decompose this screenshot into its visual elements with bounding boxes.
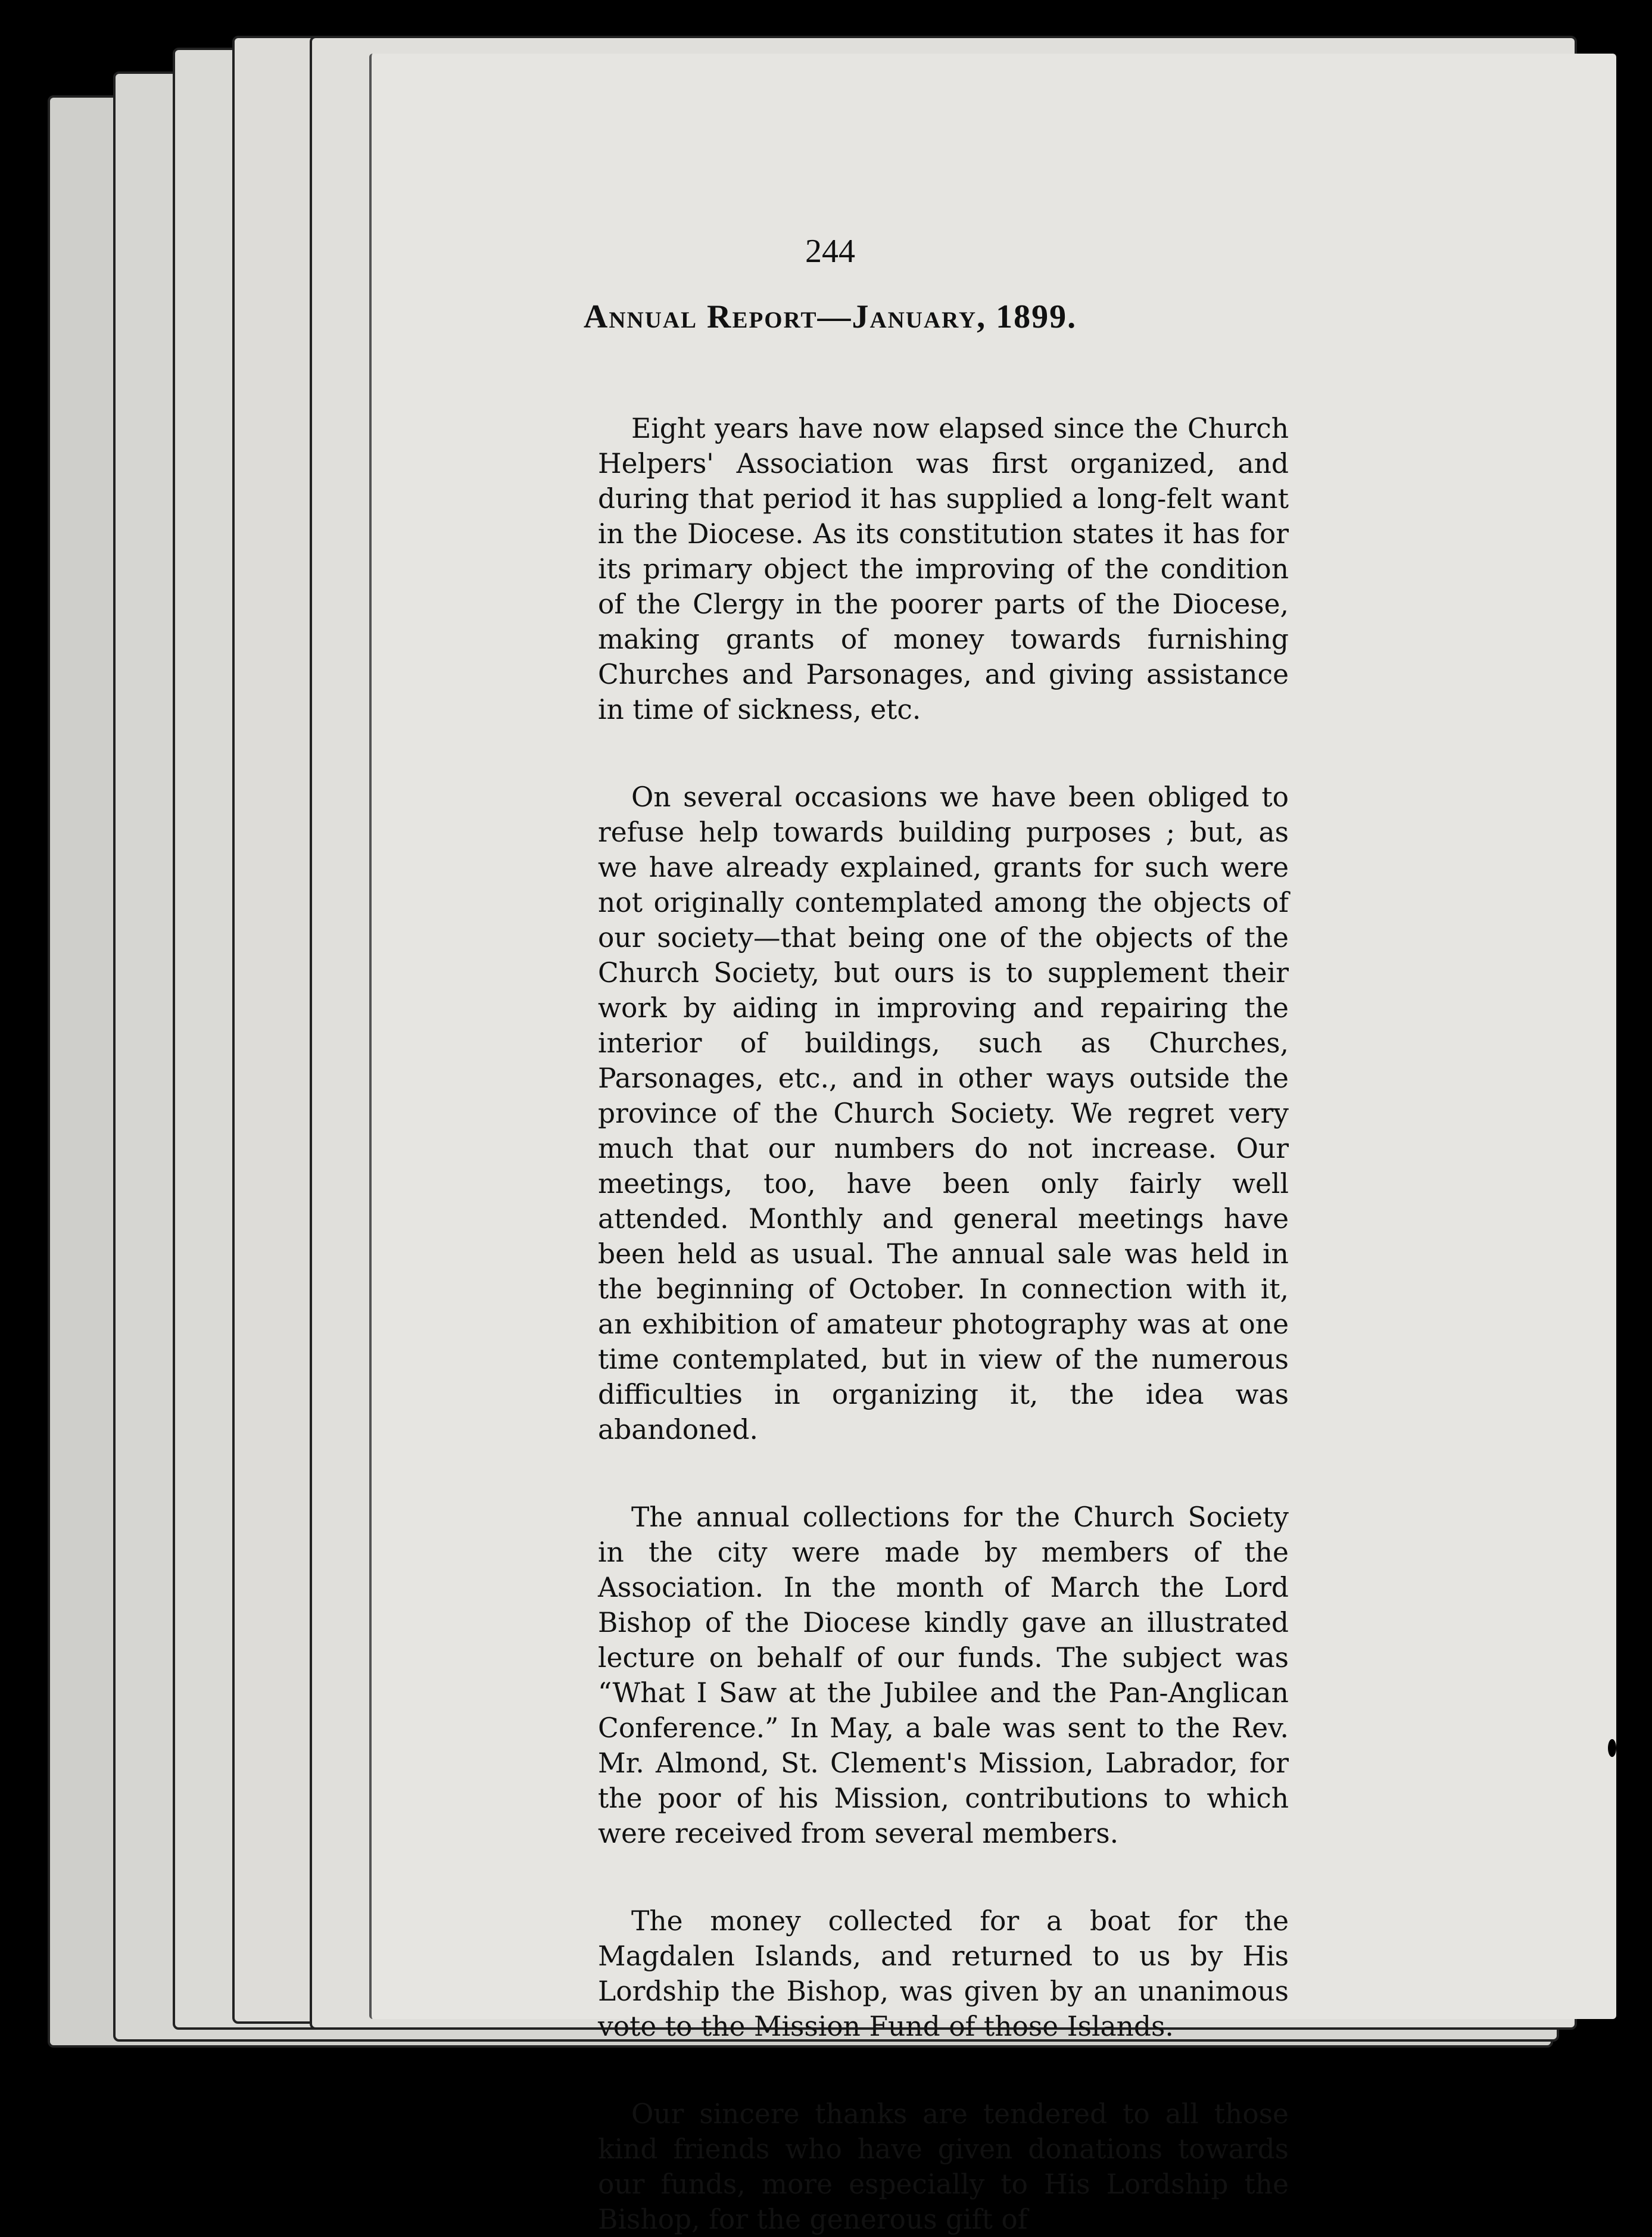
paragraph: The money collected for a boat for the Magdalen Islands, and returned to us by His Lordship the Bishop, was given by an unanimous vote to the Mission Fund of those Islands.: [598, 1905, 1289, 2042]
report-body: [598, 411, 1289, 2237]
ink-speck: [1633, 524, 1642, 548]
paragraph: Eight years have now elapsed since the Church Helpers' Association was first organized, and during that period it has supplied a long-felt want in the Diocese. As its constitution states it has for its primary object the improving of the condition of the Clergy in the poorer parts of the Diocese, making grants of money towards furnishing Churches and Parsonages, and giving assistance in time of sickness, etc.: [598, 413, 1289, 725]
page-number: 244: [805, 233, 855, 270]
document-page: [369, 54, 1616, 2235]
ink-speck: [1608, 1739, 1616, 1757]
report-heading: Annual Report—January, 1899.: [583, 298, 1077, 335]
paragraph: The annual collections for the Church Society in the city were made by members of the Association. In the month of March the Lord Bishop of the Diocese kindly gave an illustrated lecture on behalf of our funds. The subject was “What I Saw at the Jubilee and the Pan-Anglican Conference.” In May, a bale was sent to the Rev. Mr. Almond, St. Clement's Mission, Labrador, for the poor of his Mission, contributions to which were received from several members.: [598, 1501, 1289, 1849]
ink-speck: [1631, 357, 1646, 381]
paragraph: Our sincere thanks are tendered to all those kind friends who have given donations towards our funds, more especially to His Lordship the Bishop, for the generous gift of: [598, 2098, 1289, 2235]
paragraph: On several occasions we have been obliged to refuse help towards building purposes ; but, as we have already explained, grants for such were not originally contemplated among the objects of our society—that being one of the objects of the Church Society, but ours is to supplement their work by aiding in improving and repairing the interior of buildings, such as Churches, Parsonages, etc., and in other ways outside the province of the Church Society. We regret very much that our numbers do not increase. Our meetings, too, have been only fairly well attended. Monthly and general meetings have been held as usual. The annual sale was held in the beginning of October. In connection with it, an exhibition of amateur photography was at one time contemplated, but in view of the numerous difficulties in organizing it, the idea was abandoned.: [598, 781, 1289, 1445]
